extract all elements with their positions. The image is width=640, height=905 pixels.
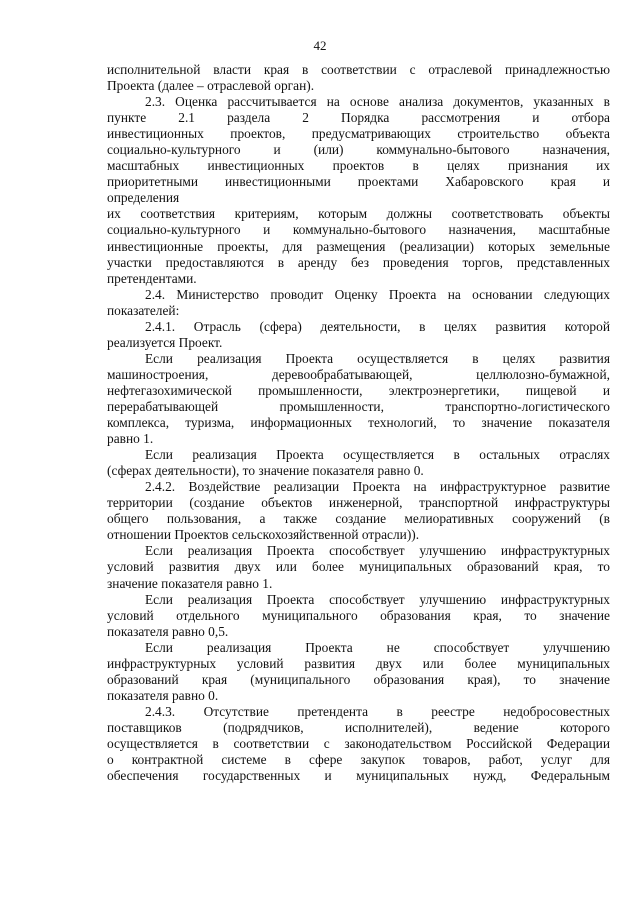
text-line: масштабных инвестиционных проектов в целях признания их	[107, 158, 610, 174]
text-line: показателя равно 0.	[107, 687, 219, 703]
text-line: 2.4.3. Отсутствие претендента в реестре недобросовестных	[145, 703, 610, 719]
text-line: Если реализация Проекта способствует улучшению инфраструктурных	[145, 591, 610, 607]
text-line: осуществляется в соответствии с законодательством Российской Федерации	[107, 735, 610, 751]
text-line: реализуется Проект.	[107, 334, 223, 350]
text-line: пункте 2.1 раздела 2 Порядка рассмотрения и отбора	[107, 110, 610, 126]
text-line: условий развития двух или более муниципальных образований края, то	[107, 559, 610, 575]
text-line: исполнительной власти края в соответствии с отраслевой принадлежностью	[107, 62, 610, 77]
text-line: Если реализация Проекта не способствует улучшению	[145, 639, 610, 655]
text-line: отношении Проектов сельскохозяйственной отрасли)).	[107, 527, 420, 543]
text-line: машиностроения, деревообрабатывающей, целлюлозно-бумажной,	[107, 366, 610, 382]
text-line: приоритетными инвестиционными проектами Хабаровского края и	[107, 174, 610, 190]
text-line: участки предоставляются в аренду без проведения торгов, представленных	[107, 254, 610, 270]
text-line: образований края (муниципального образования края), то значение	[107, 671, 610, 687]
text-line: 2.4. Министерство проводит Оценку Проекта на основании следующих	[145, 286, 610, 302]
text-line: показателя равно 0,5.	[107, 623, 229, 639]
text-line: 2.4.1. Отрасль (сфера) деятельности, в целях развития которой	[145, 318, 610, 334]
document-body	[107, 62, 610, 784]
text-line: инфраструктурных условий развития двух или более муниципальных	[107, 655, 610, 671]
text-line: территории (создание объектов инженерной, транспортной инфраструктуры	[107, 495, 610, 511]
text-line: общего пользования, а также создание мелиоративных сооружений (в	[107, 511, 610, 527]
text-line: претендентами.	[107, 270, 197, 286]
text-line: показателей:	[107, 302, 180, 318]
text-line: нефтегазохимической промышленности, электроэнергетики, пищевой и	[107, 382, 610, 398]
text-line: комплекса, туризма, информационных технологий, то значение показателя	[107, 415, 610, 431]
text-line: значение показателя равно 1.	[107, 575, 273, 591]
page-number: 42	[313, 38, 327, 53]
text-line: (сферах деятельности), то значение показателя равно 0.	[107, 463, 424, 479]
text-line: их соответствия критериям, которым должны соответствовать объекты	[107, 206, 610, 222]
text-line: инвестиционных проектов, предусматривающих строительство объекта	[107, 126, 610, 142]
text-line: Если реализация Проекта способствует улучшению инфраструктурных	[145, 543, 610, 559]
text-line: условий отдельного муниципального образования края, то значение	[107, 607, 610, 623]
text-line: Проекта (далее – отраслевой орган).	[107, 78, 315, 94]
text-line: Если реализация Проекта осуществляется в остальных отраслях	[145, 447, 610, 463]
text-line: социально-культурного и (или) коммунально-бытового назначения,	[107, 142, 610, 158]
text-line: перерабатывающей промышленности, транспортно-логистического	[107, 398, 610, 414]
text-line: определения	[107, 190, 180, 206]
text-line: 2.3. Оценка рассчитывается на основе анализа документов, указанных в	[145, 94, 610, 110]
text-line: 2.4.2. Воздействие реализации Проекта на инфраструктурное развитие	[145, 479, 610, 495]
text-line: инвестиционные проекты, для размещения (реализации) которых земельные	[107, 238, 610, 254]
text-line: социально-культурного и коммунально-бытового назначения, масштабные	[107, 222, 610, 238]
text-line: поставщиков (подрядчиков, исполнителей), ведение которого	[107, 719, 610, 735]
text-line: о контрактной системе в сфере закупок товаров, работ, услуг для	[107, 752, 610, 768]
text-line: равно 1.	[107, 431, 154, 447]
text-line: Если реализация Проекта осуществляется в целях развития	[145, 350, 610, 366]
text-line: обеспечения государственных и муниципальных нужд, Федеральным	[107, 768, 610, 784]
